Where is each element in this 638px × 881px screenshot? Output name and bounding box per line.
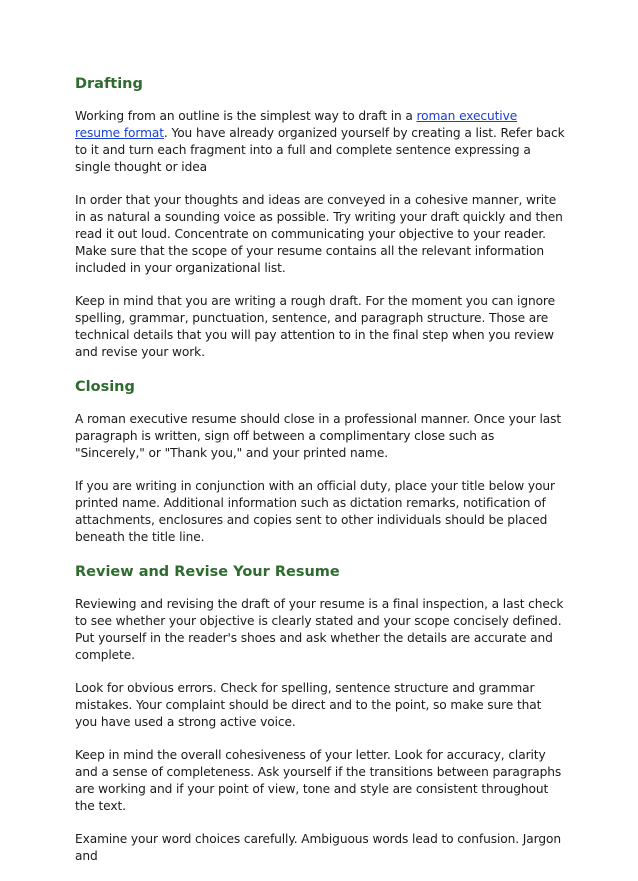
heading-closing: Closing xyxy=(75,379,135,395)
paragraph-text: Working from an outline is the simplest way to draft in a xyxy=(75,109,417,123)
paragraph-drafting-2: In order that your thoughts and ideas are conveyed in a cohesive manner, write in as natural a sounding voice as possible. Try writing your draft quickly and then read it out loud. Concentrate on communicating your objective to your reader. Make sure that the scope of your resume contains all the relevant information included in your organizational list. xyxy=(75,193,563,275)
paragraph-review-2: Look for obvious errors. Check for spelling, sentence structure and grammar mistakes. Your complaint should be direct and to the point, so make sure that you have used a strong active voice. xyxy=(75,681,542,729)
paragraph-review-3: Keep in mind the overall cohesiveness of your letter. Look for accuracy, clarity and a sense of completeness. Ask yourself if the transitions between paragraphs are working and if your point of view, tone and style are consistent throughout the text. xyxy=(75,748,562,813)
paragraph-review-1: Reviewing and revising the draft of your resume is a final inspection, a last check to see whether your objective is clearly stated and your scope concisely defined. Put yourself in the reader's shoes and ask whether the details are accurate and complete. xyxy=(75,597,564,662)
paragraph-review-4: Examine your word choices carefully. Ambiguous words lead to confusion. Jargon and xyxy=(75,832,561,863)
heading-review-and-revise: Review and Revise Your Resume xyxy=(75,564,340,580)
paragraph-drafting-3: Keep in mind that you are writing a rough draft. For the moment you can ignore spelling, grammar, punctuation, sentence, and paragraph structure. Those are technical details that you will pay attention to in the final step when you review and revise your work. xyxy=(75,294,555,359)
heading-drafting: Drafting xyxy=(75,76,143,92)
roman-executive-resume-format-link[interactable]: roman executive resume format xyxy=(75,109,518,140)
document-page xyxy=(75,74,565,881)
paragraph-drafting-1 xyxy=(75,108,565,176)
paragraph-closing-1: A roman executive resume should close in a professional manner. Once your last paragraph is written, sign off between a complimentary close such as "Sincerely," or "Thank you," and your printed name. xyxy=(75,412,562,460)
paragraph-text: . You have already organized yourself by creating a list. Refer back to it and turn each fragment into a full and complete sentence expressing a single thought or idea xyxy=(75,126,565,174)
paragraph-closing-2: If you are writing in conjunction with an official duty, place your title below your printed name. Additional information such as dictation remarks, notification of attachments, enclosures and copies sent to other individuals should be placed beneath the title line. xyxy=(75,479,555,544)
